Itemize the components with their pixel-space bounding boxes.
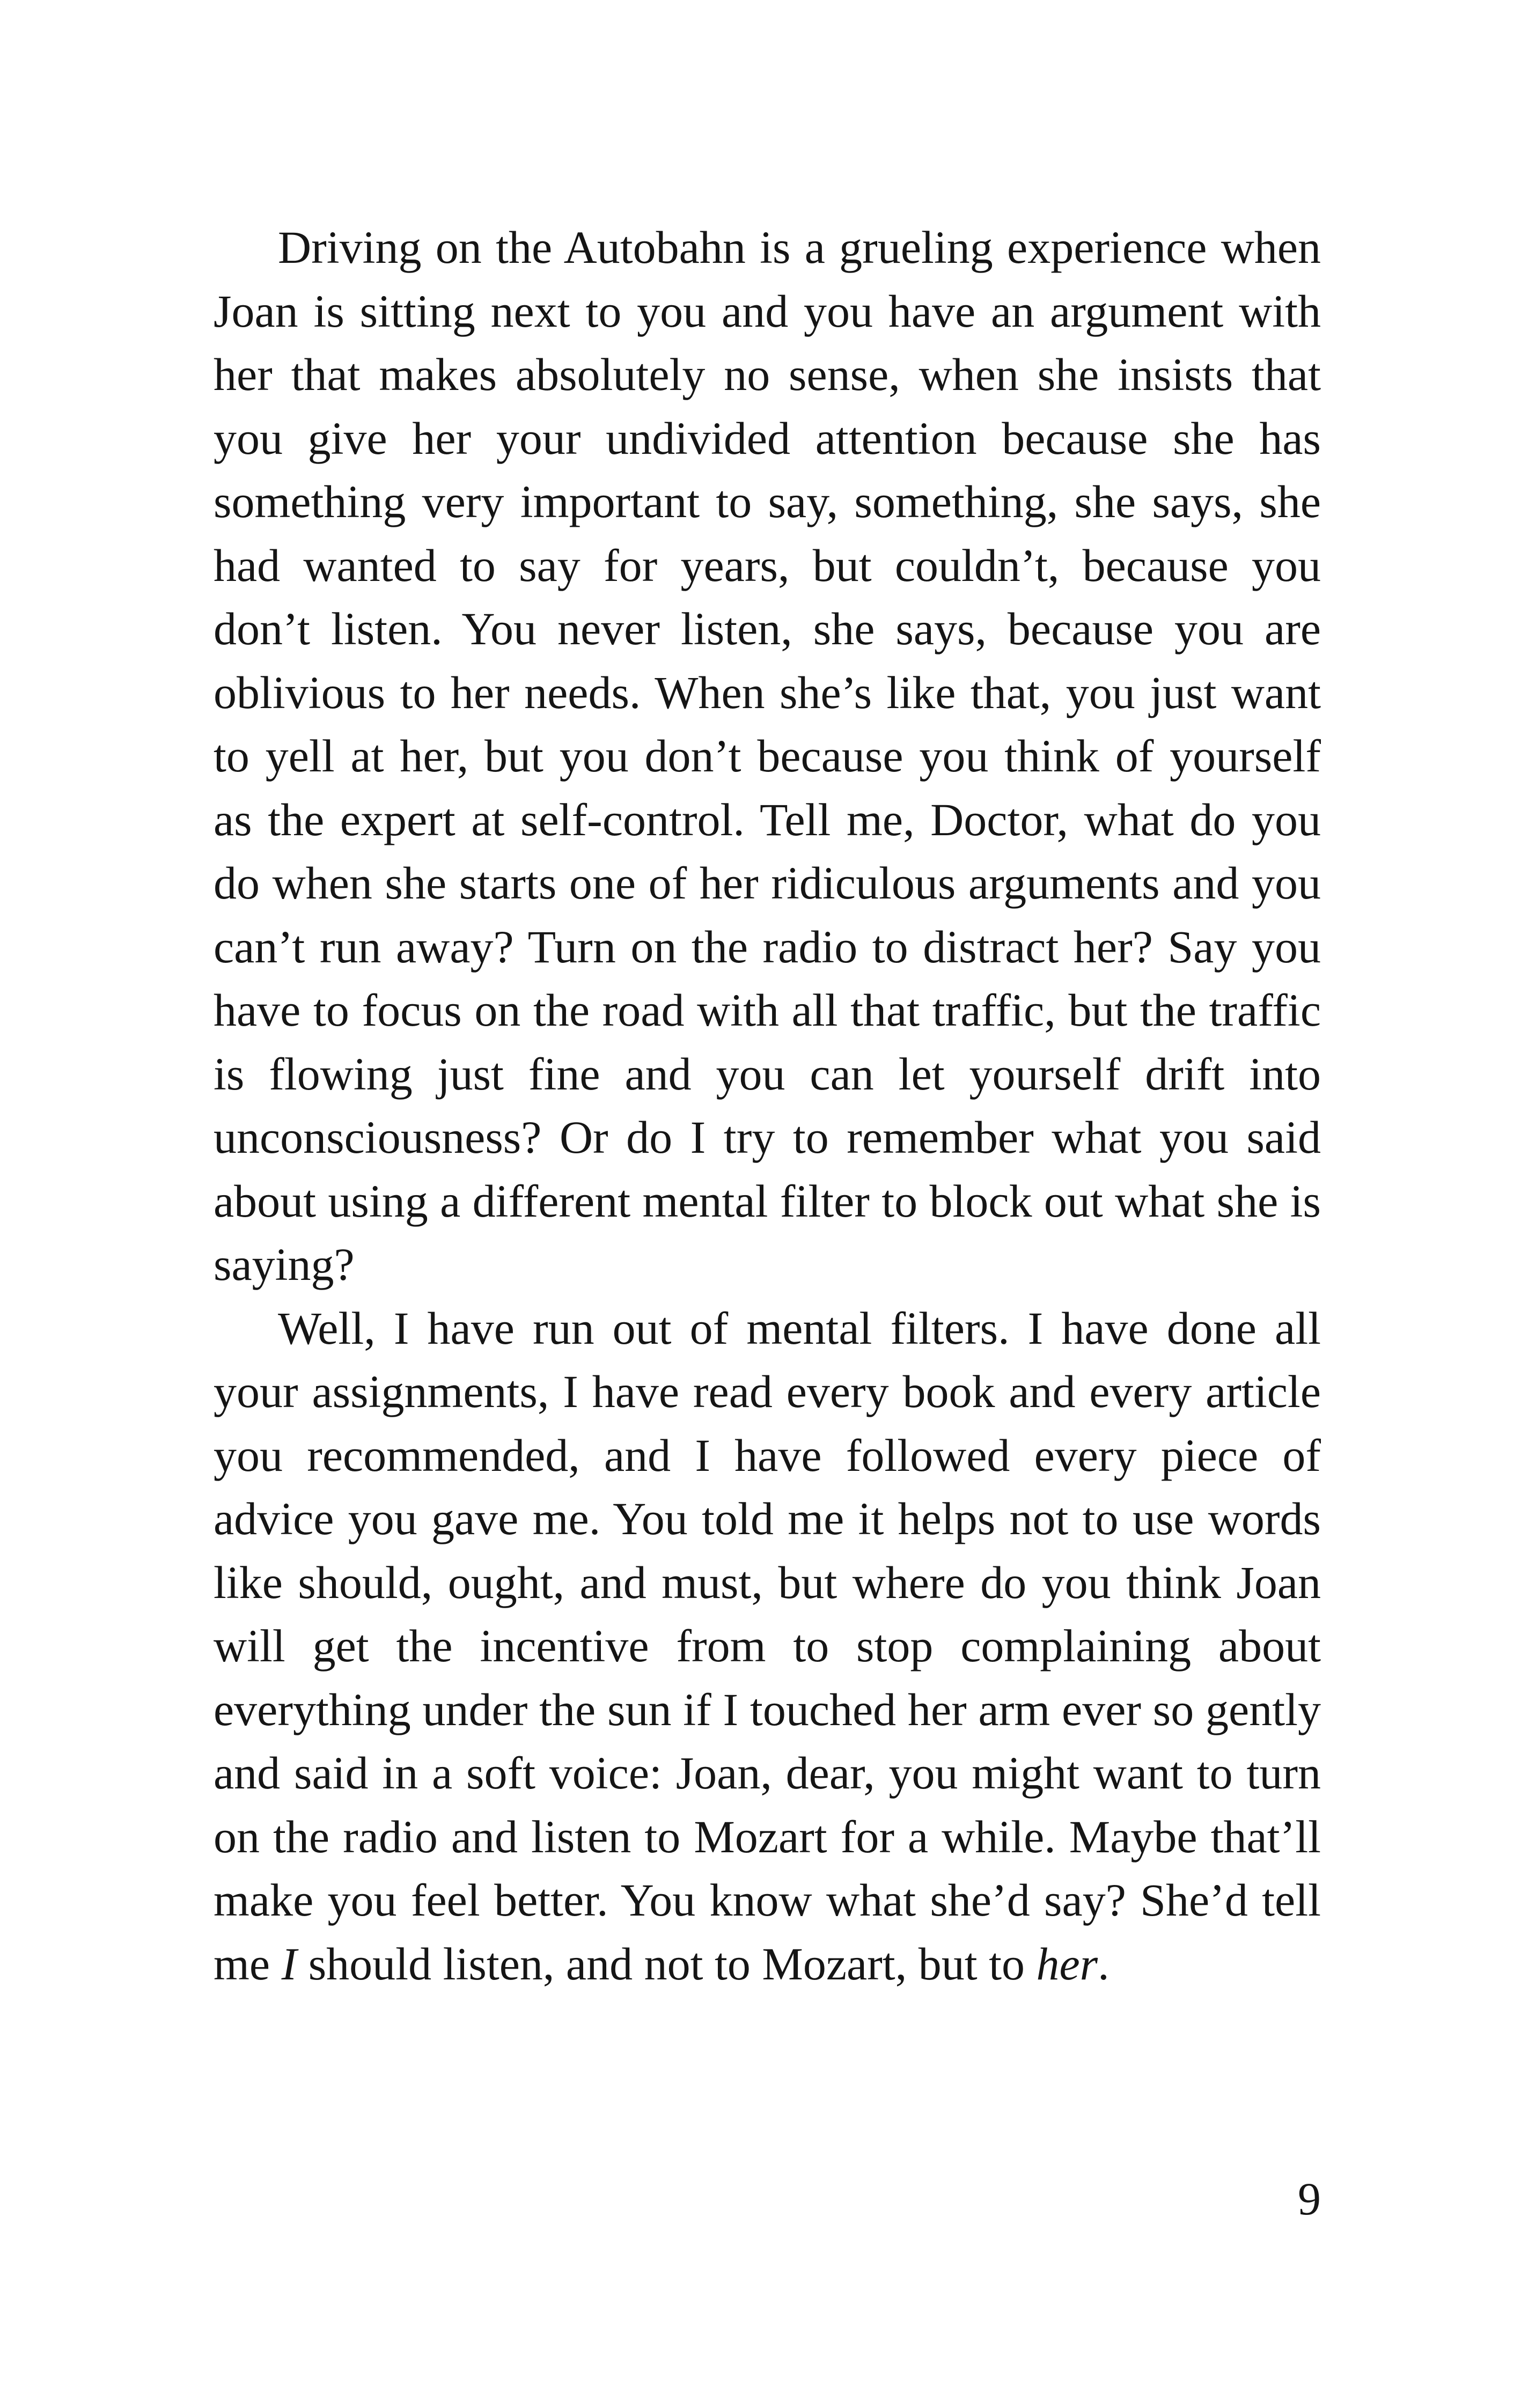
paragraph-2-italic-i: I [281,1938,297,1990]
paragraph-2-text-b: should listen, and not to Mozart, but to [297,1938,1037,1990]
paragraph-1: Driving on the Autobahn is a grueling experience when Joan is sitting next to you and you have an argument with her that makes absolutely no sense, when she insists that you give her your undivided attention because she has something very important to say, something, she says, she had wanted to say for years, but couldn’t, because you don’t listen. You never listen, she says, because you are oblivious to her needs. When she’s like that, you just want to yell at her, but you don’t because you think of yourself as the expert at self-control. Tell me, Doctor, what do you do when she starts one of her ridiculous arguments and you can’t run away? Turn on the radio to distract her? Say you have to focus on the road with all that traffic, but the traffic is flowing just fine and you can let yourself drift into unconsciousness? Or do I try to remember what you said about using a different mental filter to block out what she is saying? [214,222,1321,1290]
paragraph-2-text-a: Well, I have run out of mental filters. I have done all your assignments, I have read every book and every article you recommended, and I have followed every piece of advice you gave me. You told me it helps not to use words like should, ought, and must, but where do you think Joan will get the incentive from to stop complaining about everything under the sun if I touched her arm ever so gently and said in a soft voice: Joan, dear, you might want to turn on the radio and listen to Mozart for a while. Maybe that’ll make you feel better. You know what she’d say? She’d tell me [214,1302,1321,1990]
body-text [214,216,1321,1995]
paragraph-2 [214,1297,1321,1996]
paragraph-2-italic-her: her [1036,1938,1098,1990]
paragraph-2-text-c: . [1098,1938,1109,1990]
page-number: 9 [1298,2173,1321,2225]
